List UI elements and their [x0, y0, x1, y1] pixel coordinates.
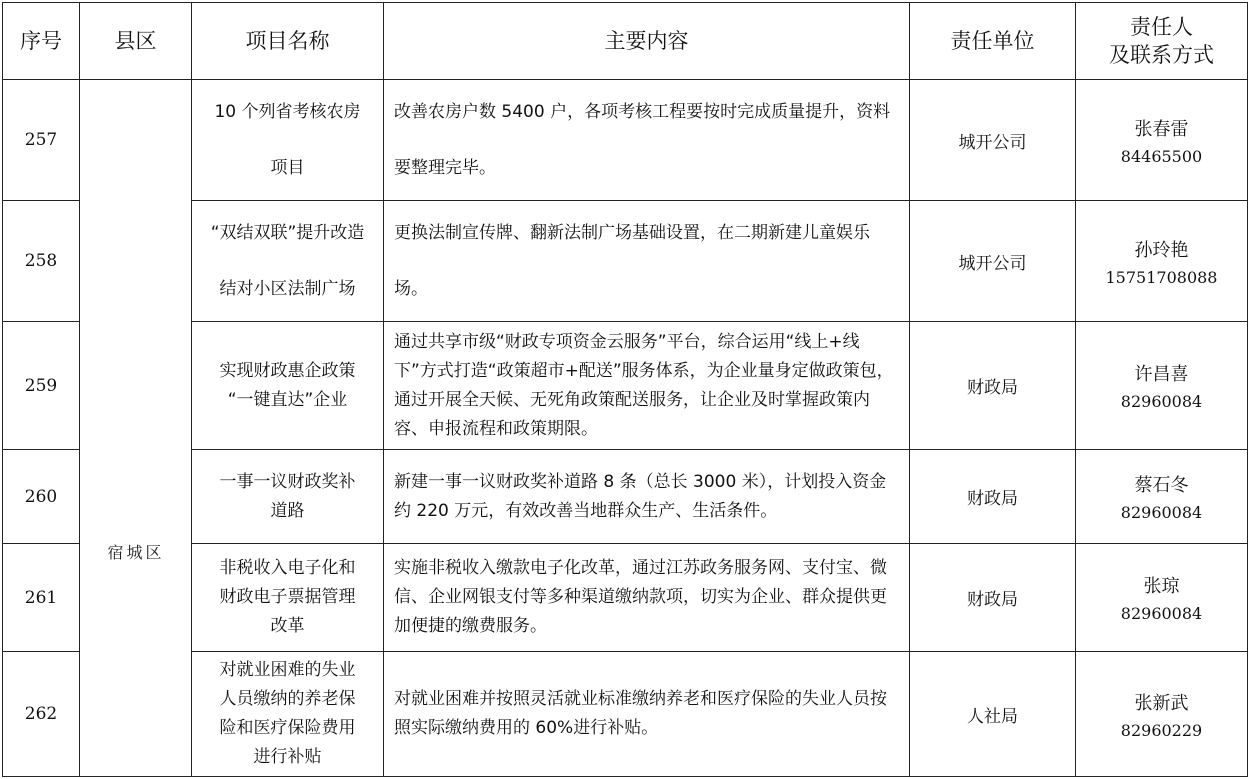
row-seq: 261 — [3, 544, 80, 652]
person-name: 孙玲艳 — [1134, 239, 1189, 261]
row-unit: 城开公司 — [910, 80, 1076, 201]
row-content: 新建一事一议财政奖补道路 8 条（总长 3000 米），计划投入资金约 220 万元，有效改善当地群众生产、生活条件。 — [384, 450, 910, 544]
person-phone: 84465500 — [1120, 146, 1203, 166]
project-name-line: 改革 — [270, 616, 305, 636]
row-content: 更换法制宣传牌、翻新法制广场基础设置，在二期新建儿童娱乐场。 — [384, 201, 910, 322]
project-name-line: 人员缴纳的养老保 — [219, 689, 356, 709]
person-phone: 82960229 — [1120, 720, 1203, 740]
row-person — [1076, 201, 1248, 322]
header-row — [3, 3, 1248, 80]
header-project: 项目名称 — [192, 3, 384, 80]
row-content: 实施非税收入缴款电子化改革，通过江苏政务服务网、支付宝、微信、企业网银支付等多种渠道缴纳款项，切实为企业、群众提供更加便捷的缴费服务。 — [384, 544, 910, 652]
row-seq: 257 — [3, 80, 80, 201]
header-person — [1076, 3, 1248, 80]
row-content: 改善农房户数 5400 户，各项考核工程要按时完成质量提升，资料要整理完毕。 — [384, 80, 910, 201]
project-name-line: 进行补贴 — [253, 747, 322, 767]
row-project-name — [192, 652, 384, 777]
person-phone: 82960084 — [1120, 392, 1203, 411]
row-person — [1076, 652, 1248, 777]
project-name-line: 10 个列省考核农房 — [214, 102, 361, 122]
row-seq: 259 — [3, 322, 80, 450]
row-project-name — [192, 201, 384, 322]
row-unit: 财政局 — [910, 322, 1076, 450]
header-content: 主要内容 — [384, 3, 910, 80]
row-seq: 262 — [3, 652, 80, 777]
project-name-line: 对就业困难的失业 — [219, 660, 356, 680]
project-name-line: “双结双联”提升改造 — [210, 223, 365, 243]
header-person-line1: 责任人 — [1130, 15, 1193, 39]
person-phone: 82960084 — [1120, 503, 1203, 522]
row-unit: 城开公司 — [910, 201, 1076, 322]
district-cell — [80, 80, 192, 777]
row-content: 通过共享市级“财政专项资金云服务”平台，综合运用“线上+线下”方式打造“政策超市+配送”服务体系，为企业量身定做政策包，通过开展全天候、无死角政策配送服务，让企业及时掌握政策内容、申报流程和政策期限。 — [384, 322, 910, 450]
person-name: 张新武 — [1134, 692, 1189, 714]
project-name-line: 结对小区法制广场 — [219, 279, 356, 299]
person-phone: 82960084 — [1120, 604, 1203, 623]
table-row — [3, 80, 1248, 201]
project-name-line: 项目 — [270, 158, 305, 178]
person-name: 张琼 — [1143, 576, 1180, 597]
row-person — [1076, 544, 1248, 652]
row-unit: 人社局 — [910, 652, 1076, 777]
project-name-line: 一事一议财政奖补 — [219, 471, 356, 492]
project-name-line: 险和医疗保险费用 — [219, 718, 356, 738]
row-project-name — [192, 544, 384, 652]
project-name-line: 非税收入电子化和 — [219, 558, 356, 578]
project-table — [2, 2, 1248, 777]
person-name: 蔡石冬 — [1134, 475, 1189, 496]
row-person — [1076, 80, 1248, 201]
row-project-name — [192, 80, 384, 201]
row-seq: 260 — [3, 450, 80, 544]
project-name-line: 财政电子票据管理 — [219, 587, 356, 607]
row-unit: 财政局 — [910, 544, 1076, 652]
person-phone: 15751708088 — [1105, 267, 1218, 287]
header-district: 县区 — [80, 3, 192, 80]
person-name: 张春雷 — [1134, 118, 1189, 140]
row-person — [1076, 322, 1248, 450]
header-unit: 责任单位 — [910, 3, 1076, 80]
district-label: 宿城区 — [107, 543, 165, 562]
row-content: 对就业困难并按照灵活就业标准缴纳养老和医疗保险的失业人员按照实际缴纳费用的 60%进行补贴。 — [384, 652, 910, 777]
project-name-line: “一键直达”企业 — [227, 389, 348, 410]
header-seq: 序号 — [3, 3, 80, 80]
project-name-line: 实现财政惠企政策 — [219, 360, 356, 381]
row-project-name — [192, 450, 384, 544]
person-name: 许昌喜 — [1134, 364, 1189, 385]
row-unit: 财政局 — [910, 450, 1076, 544]
row-seq: 258 — [3, 201, 80, 322]
header-person-line2: 及联系方式 — [1109, 43, 1214, 67]
row-person — [1076, 450, 1248, 544]
project-name-line: 道路 — [270, 500, 305, 521]
row-project-name — [192, 322, 384, 450]
